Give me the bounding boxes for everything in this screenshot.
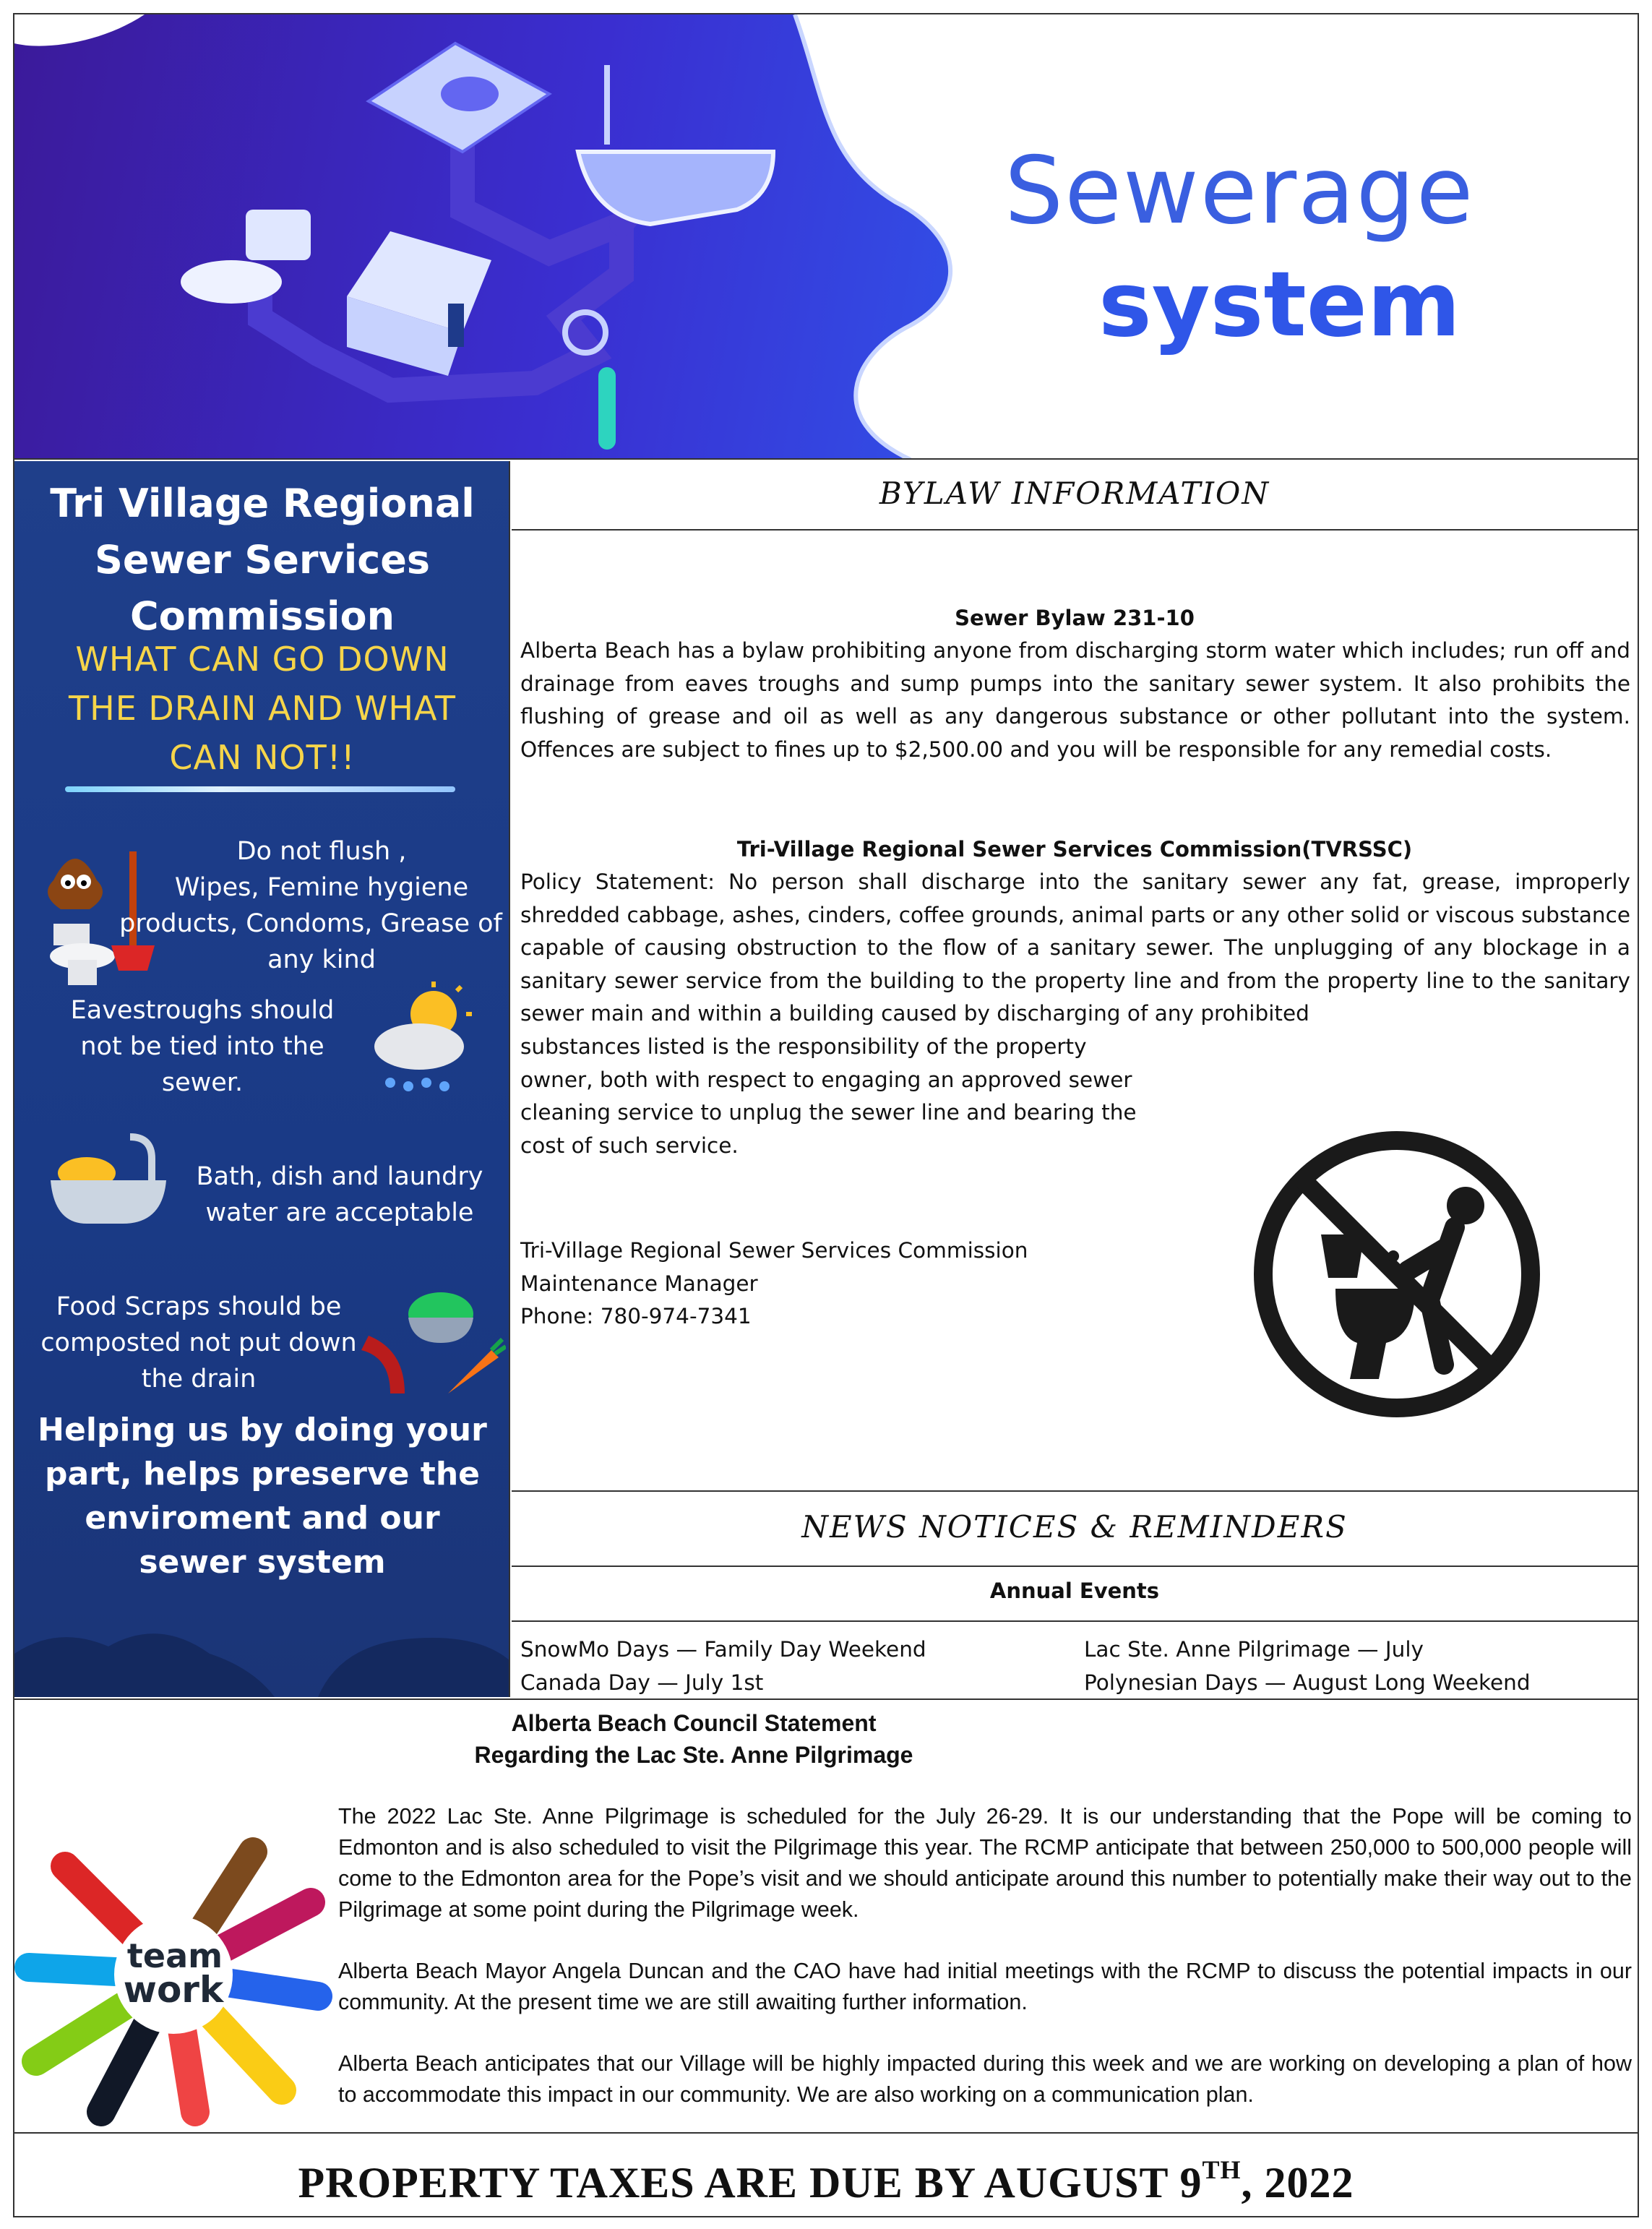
bylaw-header: BYLAW INFORMATION: [879, 476, 1270, 511]
no-flushing-icon: [1249, 1126, 1545, 1422]
sidebar-title: Tri Village Regional Sewer Services Commission: [50, 481, 475, 639]
council-statement: [14, 1698, 1638, 2132]
statement-paragraph-2: Alberta Beach Mayor Angela Duncan and the CAO have had initial meetings with the RCMP to discuss the potential impacts in our community. At the present time we are still awaiting further information.: [338, 1959, 1632, 2014]
sidebar-item-eavestroughs: Eavestroughs should not be tied into the sewer.: [70, 996, 335, 1097]
sidebar-divider: [65, 786, 455, 792]
sidebar-subtitle: WHAT CAN GO DOWN THE DRAIN AND WHAT CAN NOT!!: [69, 640, 456, 777]
sidebar-item-flush: Do not flush , Wipes, Femine hygiene products, Condoms, Grease of any kind: [119, 837, 502, 974]
svg-text:team: team: [126, 1936, 223, 1975]
house-illustration: [347, 231, 491, 376]
list-item: Lac Ste. Anne Pilgrimage — July: [1084, 1637, 1424, 1662]
events-right-list: [1084, 1633, 1633, 1699]
sidebar-item-food-scraps: Food Scraps should be composted not put down the drain: [40, 1292, 357, 1393]
news-header: NEWS NOTICES & REMINDERS: [801, 1509, 1348, 1545]
newsletter-page: [13, 13, 1639, 2217]
sidebar-bottom-clouds: [14, 1625, 510, 1697]
sewerage-banner: [14, 14, 1638, 460]
food-scraps-icon: [361, 1271, 506, 1401]
sidebar-footer: Helping us by doing your part, helps preserve the enviroment and our sewer system: [38, 1412, 487, 1581]
bylaw-paragraph: Alberta Beach has a bylaw prohibiting anyone from discharging storm water which includes; run off and drainage from eaves troughs and sump pumps into the sanitary sewer system. It also prohibits the flushing of grease and oil as well as any dangerous substance or other pollutant into the system. Offences are subject to fines up to $2,500.00 and you will be responsible for any remedial costs.: [520, 638, 1630, 762]
banner-subtitle: system: [1098, 253, 1461, 357]
banner-title: Sewerage: [1004, 137, 1475, 245]
bathtub-illustration: [578, 65, 773, 224]
contact-block: Tri-Village Regional Sewer Services Commission Maintenance Manager Phone: 780-974-7341: [520, 1238, 1028, 1328]
bathtub-icon: [43, 1122, 173, 1238]
property-tax-notice: PROPERTY TAXES ARE DUE BY AUGUST 9TH, 2022: [14, 2132, 1638, 2216]
bylaw-title: Sewer Bylaw 231-10: [955, 606, 1195, 630]
rain-cloud-icon: [369, 982, 477, 1097]
policy-paragraph: Policy Statement: No person shall discharge into the sanitary sewer any fat, grease, improperly shredded cabbage, ashes, cinders, coffee grounds, animal parts or any other solid or viscous substance capable of causing obstruction to the flow of a sanitary sewer. The unplugging of any blockage in a sanitary sewer service from the building to the property line and from the property line to the sanitary sewer main and within a building caused by discharging of any prohibited: [520, 869, 1630, 1026]
tvrssc-title: Tri-Village Regional Sewer Services Commission(TVRSSC): [736, 837, 1413, 862]
toilet-illustration: [181, 210, 311, 304]
list-item: Canada Day — July 1st: [520, 1670, 764, 1695]
annual-events-title: Annual Events: [989, 1579, 1160, 1603]
list-item: Polynesian Days — August Long Weekend: [1084, 1670, 1531, 1695]
right-column: [512, 461, 1638, 1697]
teamwork-hands-image: [14, 1823, 332, 2126]
events-left-list: [520, 1633, 1070, 1699]
sink-icon: [369, 43, 549, 152]
statement-paragraph-3: Alberta Beach anticipates that our Village will be highly impacted during this week and we are working on developing a plan of how to accommodate this impact in our community. We are also working on a communication plan.: [338, 2051, 1632, 2107]
svg-text:work: work: [123, 1969, 224, 2011]
sidebar-item-bath-water: Bath, dish and laundry water are acceptable: [196, 1162, 483, 1227]
list-item: SnowMo Days — Family Day Weekend: [520, 1637, 926, 1662]
tvrssc-sidebar: [14, 461, 510, 1697]
policy-paragraph-tail: substances listed is the responsibility of the property owner, both with respect to engaging an approved sewer cleaning service to unplug the sewer line and bearing the cost of such service.: [520, 1034, 1137, 1158]
statement-paragraph-1: The 2022 Lac Ste. Anne Pilgrimage is scheduled for the July 26-29. It is our understanding that the Pope will be coming to Edmonton and is also scheduled to visit the Pilgrimage this year. The RCMP anticipate that between 250,000 to 500,000 people will come to the Edmonton area for the Pope’s visit and we should anticipate around this number to potentially make their way out to the Pilgrimage at some point during the Pilgrimage week.: [338, 1804, 1632, 1922]
statement-title: Alberta Beach Council Statement Regarding the Lac Ste. Anne Pilgrimage: [474, 1710, 913, 1768]
